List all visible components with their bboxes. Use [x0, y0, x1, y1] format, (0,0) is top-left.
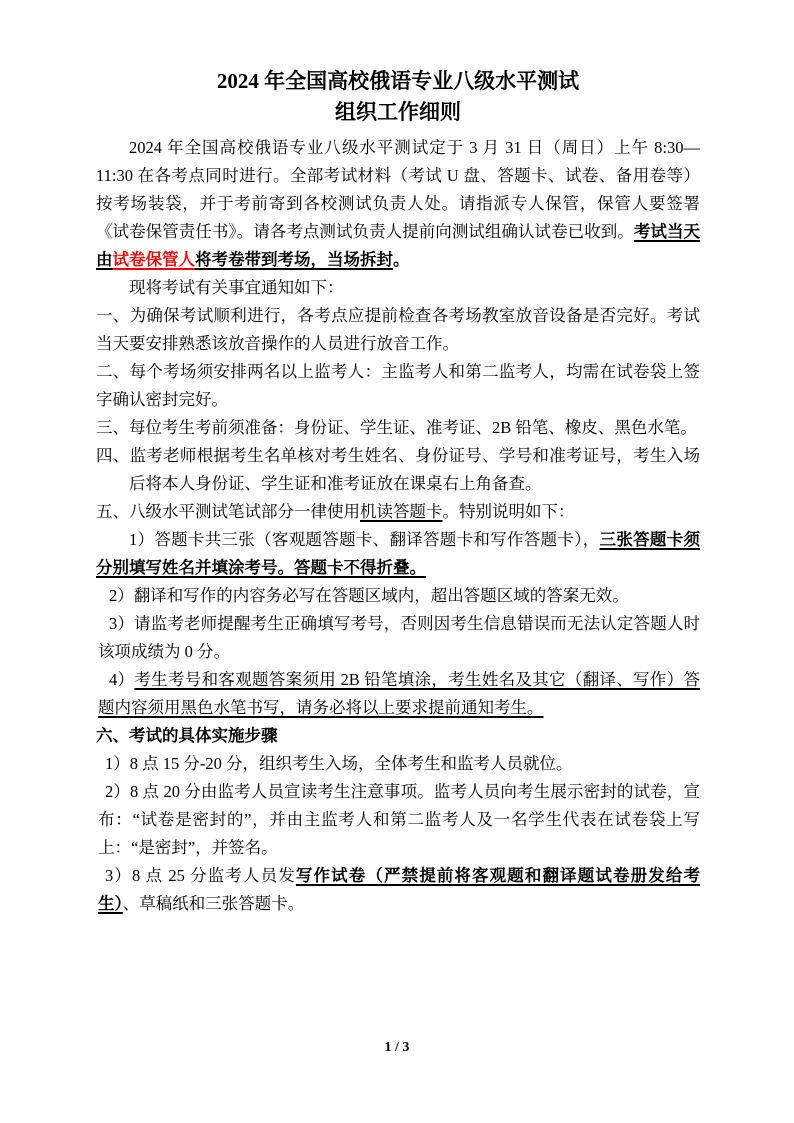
document-title-line-1: 2024 年全国高校俄语专业八级水平测试 [216, 69, 580, 93]
text-run: 1）8 点 15 分-20 分，组织考生入场，全体考生和监考人员就位。 [105, 754, 573, 773]
text-run: 试卷保管人 [112, 250, 195, 269]
paragraph [96, 358, 700, 414]
text-run: 现将考试有关事宜通知如下： [129, 278, 344, 297]
paragraph [96, 666, 700, 722]
text-run: 1）答题卡共三张（客观题答题卡、翻译答题卡和写作答题卡）， [129, 530, 600, 549]
text-run: 4） [109, 670, 135, 689]
paragraph [96, 134, 700, 274]
text-run: 考生考号和客观题答案须用 2B 铅笔填涂，考生姓名及其它（翻译、写作）答题内容须用黑色水笔书写，请务必将以上要求提前通知考生。 [98, 670, 701, 717]
text-run: 三、每位考生考前须准备：身份证、学生证、准考证、2B 铅笔、橡皮、黑色水笔。 [96, 418, 697, 437]
text-run: 2）翻译和写作的内容务必写在答题区域内，超出答题区域的答案无效。 [109, 586, 629, 605]
paragraph [96, 302, 700, 358]
text-run: 3）8 点 25 分监考人员发 [105, 866, 296, 885]
text-run: 。 [393, 250, 410, 269]
paragraph [96, 750, 700, 778]
paragraph [96, 274, 700, 302]
text-run: 2）8 点 20 分由监考人员宣读考生注意事项。监考人员向考生展示密封的试卷，宣布：“试卷是密封的”，并由主监考人和第二监考人及一名学生代表在试卷袋上写上：“是密封”，并签名。 [98, 782, 700, 857]
text-run: 二、每个考场须安排两名以上监考人：主监考人和第二监考人，均需在试卷袋上签字确认密封完好。 [96, 362, 700, 409]
text-run: 机读答题卡 [360, 502, 443, 521]
page-number: 1 / 3 [384, 1040, 410, 1055]
text-run: 三张答题卡须分别填写姓名并填涂考号。答题卡不得折叠。 [96, 530, 701, 577]
document-body [96, 134, 700, 918]
text-run: 将考卷带到考场，当场拆封 [195, 250, 393, 269]
text-run: 五、八级水平测试笔试部分一律使用 [96, 502, 360, 521]
paragraph [96, 414, 700, 442]
paragraph [96, 582, 700, 610]
text-run: 考试当天由 [96, 222, 701, 269]
text-run: 3）请监考老师提醒考生正确填写考号，否则因考生信息错误而无法认定答题人时该项成绩为 0 分。 [98, 614, 700, 661]
text-run: 写作试卷（严禁提前将客观题和翻译题试卷册发给考生） [98, 866, 701, 913]
paragraph [96, 498, 700, 526]
paragraph [96, 442, 700, 498]
text-run: 。特别说明如下： [442, 502, 575, 521]
document-title [96, 66, 700, 128]
paragraph [96, 610, 700, 666]
paragraph [96, 862, 700, 918]
paragraph [96, 722, 700, 750]
paragraph [96, 778, 700, 862]
text-run: 、草稿纸和三张答题卡。 [122, 894, 305, 913]
text-run: 四、监考老师根据考生名单核对考生姓名、身份证号、学号和准考证号，考生入场后将本人身份证、学生证和准考证放在课桌右上角备查。 [96, 446, 700, 493]
text-run: 一、为确保考试顺利进行，各考点应提前检查各考场教室放音设备是否完好。考试当天要安排熟悉该放音操作的人员进行放音工作。 [96, 306, 700, 353]
text-run: 2024 年全国高校俄语专业八级水平测试定于 3 月 31 日（周日）上午 8:30—11:30 在各考点同时进行。全部考试材料（考试 U 盘、答题卡、试卷、备用卷等）按考场装袋，并于考前寄到各校测试负责人处。请指派专人保管，保管人要签署《试卷保管责任书》。请各考点测试负责人提前向测试组确认试卷已收到。 [96, 138, 700, 241]
text-run: 六、考试的具体实施步骤 [96, 726, 278, 745]
paragraph [96, 526, 700, 582]
document-title-line-2: 组织工作细则 [335, 100, 461, 124]
